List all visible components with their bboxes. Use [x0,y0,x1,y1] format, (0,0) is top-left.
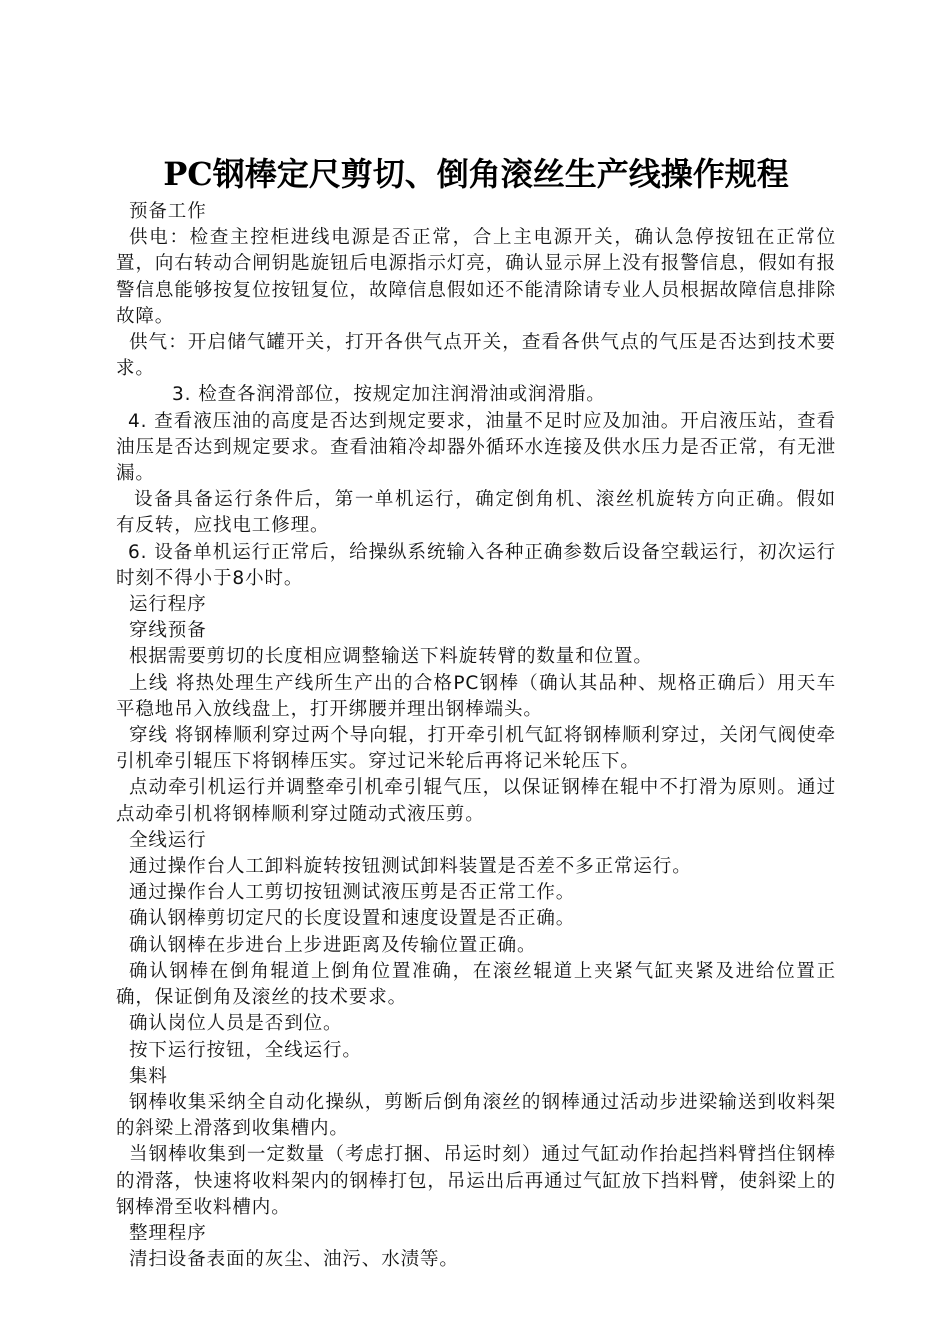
paragraph-jog-traction: 点动牵引机运行并调整牵引机牵引辊气压，以保证钢棒在辊中不打滑为原则。通过点动牵引机将钢棒顺利穿过随动式液压剪。 [116,777,836,825]
paragraph-bundling: 当钢棒收集到一定数量（考虑打捆、吊运时刻）通过气缸动作抬起挡料臂挡住钢棒的滑落，快速将收料架内的钢棒打包，吊运出后再通过气缸放下挡料臂，使斜梁上的钢棒滑至收料槽内。 [116,1144,836,1218]
paragraph-lubrication: 3. 检查各润滑部位，按规定加注润滑油或润滑脂。 [172,384,606,406]
paragraph-hydraulic-oil: 4. 查看液压油的高度是否达到规定要求，油量不足时应及加油。开启液压站，查看油压是否达到规定要求。查看油箱冷却器外循环水连接及供水压力是否正常，有无泄漏。 [116,410,836,485]
subsection-heading-full-line-run: 全线运行 [129,829,207,851]
section-heading-preparation: 预备工作 [129,201,207,222]
paragraph-single-machine-run: 设备具备运行条件后，第一单机运行，确定倒角机、滚丝机旋转方向正确。假如 有反转，应找电工修理。 [116,489,856,537]
paragraph-no-load-run: 6. 设备单机运行正常后，给操纵系统输入各种正确参数后设备空载运行，初次运行时刻不得小于8小时。 [116,541,836,589]
subsection-heading-threading-prep: 穿线预备 [129,620,207,642]
document-title: PC钢棒定尺剪切、倒角滚丝生产线操作规程 [163,155,789,193]
document-body [116,199,856,1273]
paragraph-confirm-chamfer: 确认钢棒在倒角辊道上倒角位置准确，在滚丝辊道上夹紧气缸夹紧及进给位置正确，保证倒角及滚丝的技术要求。 [116,960,836,1009]
paragraph-air-supply: 供气：开启储气罐开关，打开各供气点开关，查看各供气点的气压是否达到技术要求。 [116,332,836,380]
paragraph-confirm-length-speed: 确认钢棒剪切定尺的长度设置和速度设置是否正确。 [129,908,576,930]
subsection-heading-collection: 集料 [129,1065,168,1087]
paragraph-confirm-staff: 确认岗位人员是否到位。 [129,1013,343,1035]
paragraph-cleaning: 清扫设备表面的灰尘、油污、水渍等。 [129,1249,459,1271]
section-heading-operation: 运行程序 [129,594,207,616]
paragraph-test-unloading: 通过操作台人工卸料旋转按钮测试卸料装置是否差不多正常运行。 [129,856,692,878]
paragraph-loading: 上线 将热处理生产线所生产出的合格PC钢棒（确认其品种、规格正确后）用天车平稳地吊入放线盘上，打开绑腰并理出钢棒端头。 [116,672,836,720]
section-heading-cleanup: 整理程序 [129,1222,207,1244]
paragraph-auto-collection: 钢棒收集采纳全自动化操纵，剪断后倒角滚丝的钢棒通过活动步进梁输送到收料架的斜梁上滑落到收集槽内。 [116,1091,836,1140]
paragraph-confirm-stepping: 确认钢棒在步进台上步进距离及传输位置正确。 [129,934,537,956]
paragraph-power-supply: 供电：检查主控柜进线电源是否正常，合上主电源开关，确认急停按钮在正常位置，向右转动合闸钥匙旋钮后电源指示灯亮，确认显示屏上没有报警信息，假如有报警信息能够按复位按钮复位，故障信息假如还不能清除请专业人员根据故障信息排除故障。 [116,227,836,327]
paragraph-press-run: 按下运行按钮，全线运行。 [129,1039,362,1061]
paragraph-threading: 穿线 将钢棒顺利穿过两个导向辊，打开牵引机气缸将钢棒顺利穿过，关闭气阀使牵引机牵引辊压下将钢棒压实。穿过记米轮后再将记米轮压下。 [116,725,836,773]
paragraph-test-shear: 通过操作台人工剪切按钮测试液压剪是否正常工作。 [129,882,576,904]
paragraph-adjust-arms: 根据需要剪切的长度相应调整输送下料旋转臂的数量和位置。 [129,646,653,668]
